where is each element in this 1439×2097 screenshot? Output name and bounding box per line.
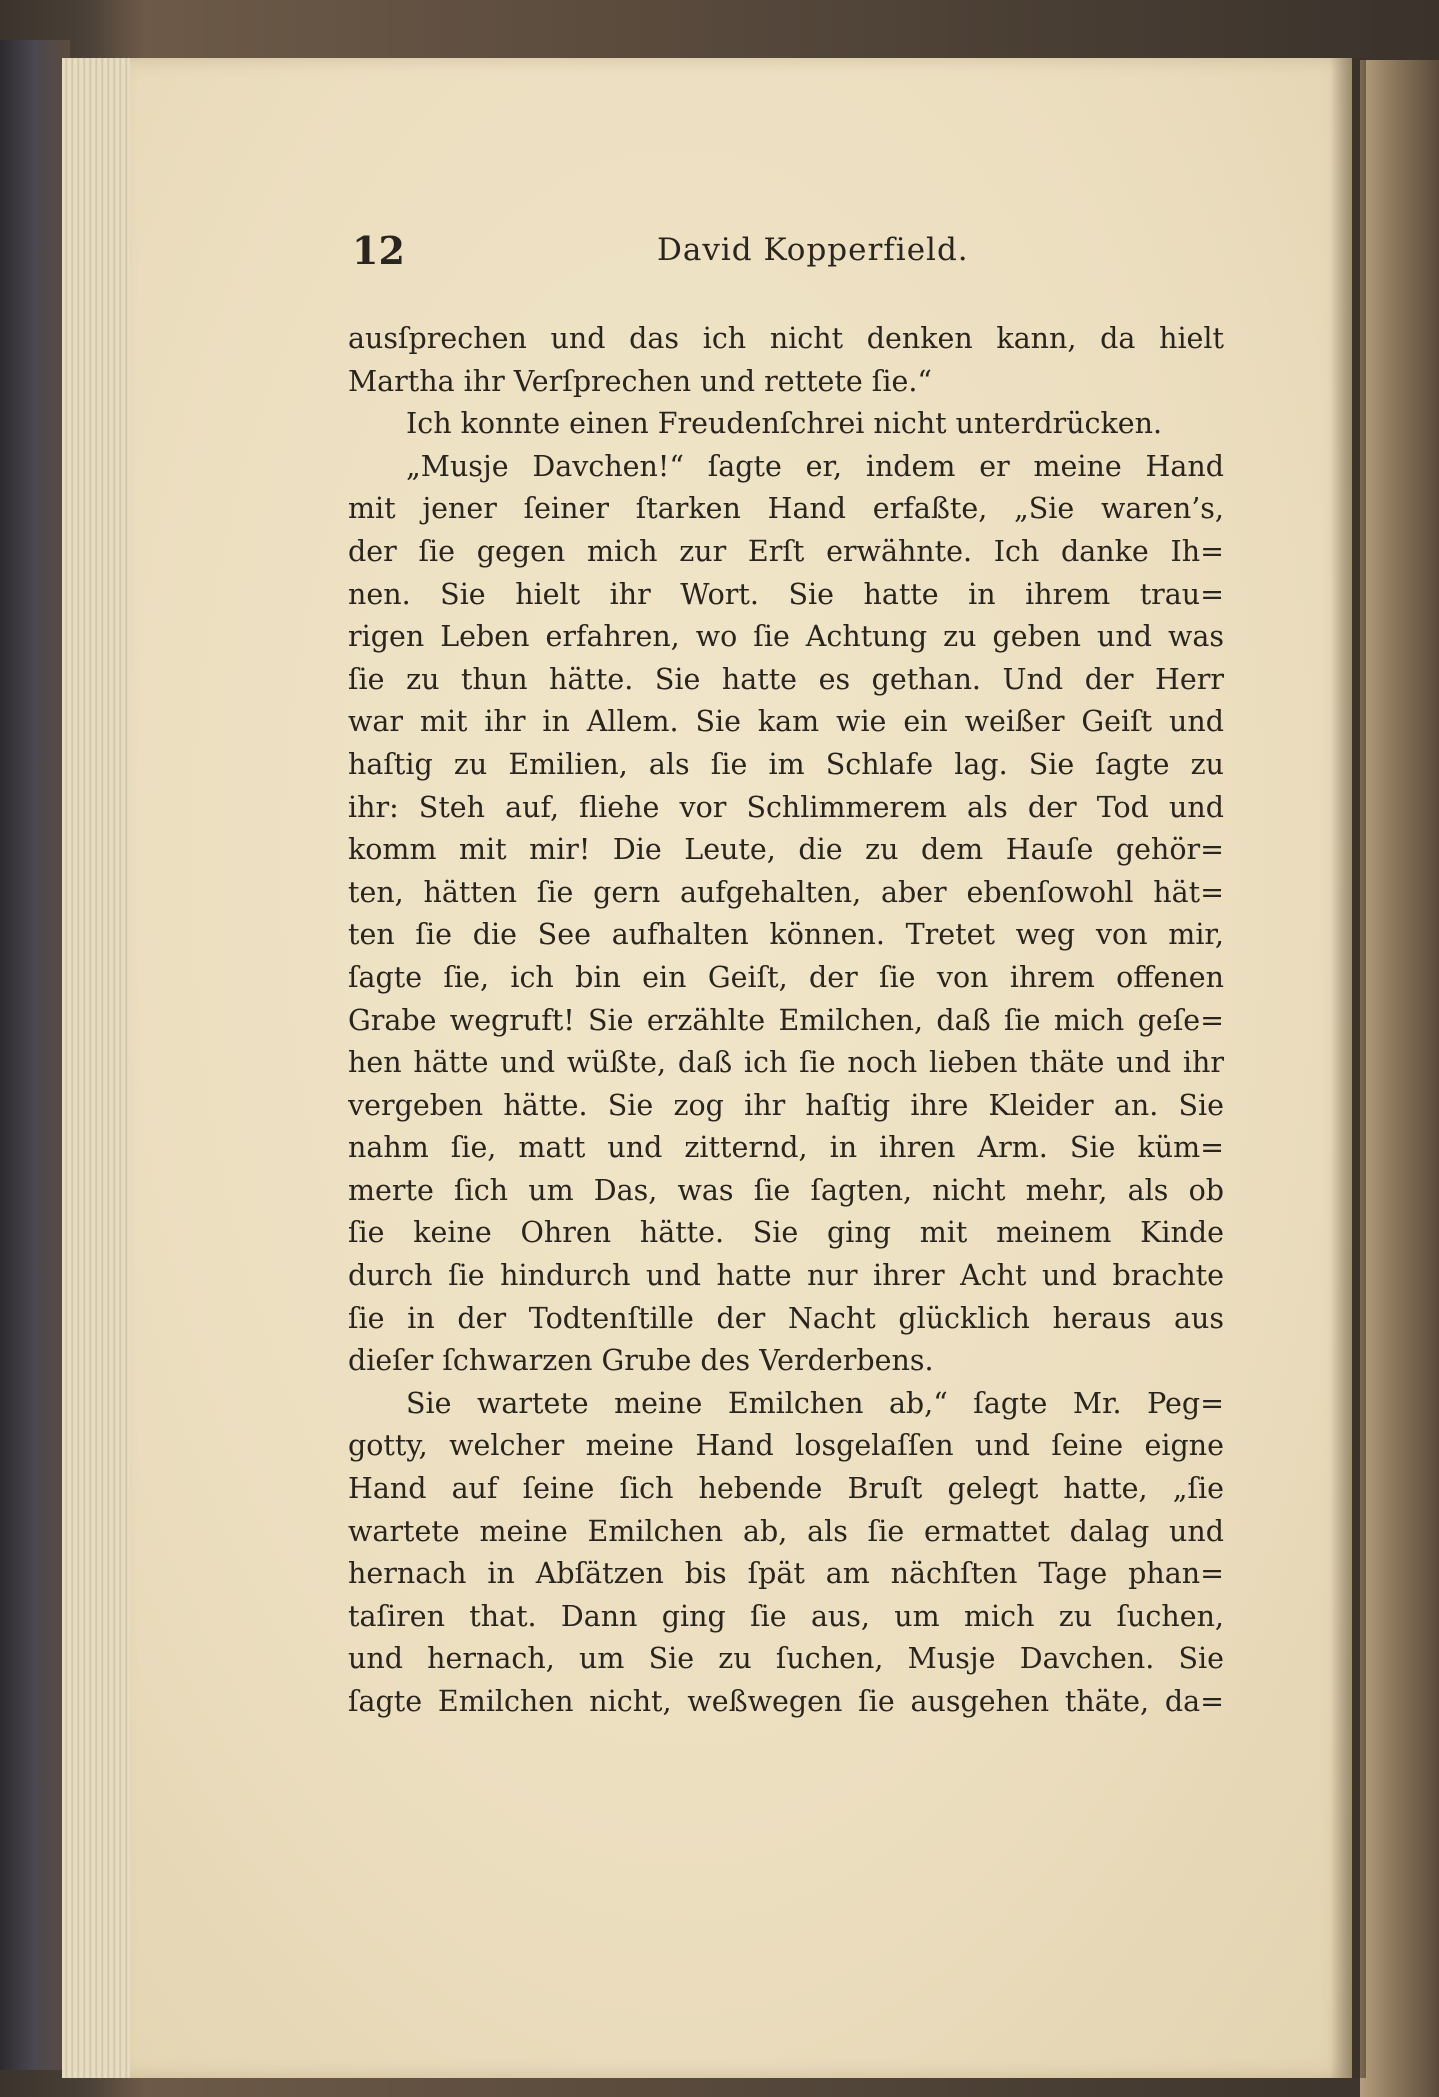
text-line: hernach in Abſätzen bis ſpät am nächſten Tage phan= bbox=[348, 1557, 1224, 1591]
text-line: der ſie gegen mich zur Erſt erwähnte. Ich danke Ih= bbox=[348, 534, 1224, 568]
body-text bbox=[348, 318, 1224, 1724]
text-line: ſie keine Ohren hätte. Sie ging mit meinem Kinde bbox=[348, 1216, 1224, 1250]
text-line: durch ſie hindurch und hatte nur ihrer Acht und brachte bbox=[348, 1259, 1224, 1293]
text-line: Hand auf ſeine ſich hebende Bruſt gelegt hatte, „ſie bbox=[348, 1472, 1224, 1506]
text-line: ausſprechen und das ich nicht denken kann, da hielt bbox=[348, 322, 1224, 355]
text-line: mit jener ſeiner ſtarken Hand erfaßte, „Sie waren’s, bbox=[348, 492, 1224, 526]
text-line: ten, hätten ſie gern aufgehalten, aber ebenſowohl hät= bbox=[348, 875, 1224, 909]
text-line: war mit ihr in Allem. Sie kam wie ein weißer Geiſt und bbox=[348, 705, 1224, 739]
text-line: dieſer ſchwarzen Grube des Verderbens. bbox=[348, 1344, 934, 1378]
text-line: Sie wartete meine Emilchen ab,“ ſagte Mr. Peg= bbox=[406, 1386, 1224, 1420]
text-line: Ich konnte einen Freudenſchrei nicht unterdrücken. bbox=[406, 407, 1163, 441]
cover-binding bbox=[0, 40, 70, 2070]
text-line: rigen Leben erfahren, wo ſie Achtung zu geben und was bbox=[348, 620, 1224, 654]
text-line: taſiren that. Dann ging ſie aus, um mich zu ſuchen, bbox=[348, 1599, 1224, 1633]
page-number: 12 bbox=[352, 228, 405, 273]
text-line: ſagte Emilchen nicht, weßwegen ſie ausgehen thäte, da= bbox=[348, 1685, 1224, 1718]
text-line: Martha ihr Verſprechen und rettete ſie.“ bbox=[348, 364, 932, 398]
text-line: nahm ſie, matt und zitternd, in ihren Arm. Sie küm= bbox=[348, 1131, 1224, 1165]
text-line: vergeben hätte. Sie zog ihr haſtig ihre Kleider an. Sie bbox=[348, 1088, 1224, 1122]
text-line: gotty, welcher meine Hand losgelaſſen und ſeine eigne bbox=[348, 1429, 1224, 1463]
text-line: ſagte ſie, ich bin ein Geiſt, der ſie von ihrem offenen bbox=[348, 960, 1224, 994]
text-line: ſie zu thun hätte. Sie hatte es gethan. Und der Herr bbox=[348, 662, 1224, 696]
running-title: David Kopperfield. bbox=[657, 232, 969, 268]
text-line: komm mit mir! Die Leute, die zu dem Hauſe gehör= bbox=[348, 833, 1224, 867]
page-header bbox=[352, 228, 1232, 278]
text-line: ihr: Steh auf, fliehe vor Schlimmerem als der Tod und bbox=[348, 790, 1224, 824]
text-line: hen hätte und wüßte, daß ich ſie noch lieben thäte und ihr bbox=[348, 1046, 1224, 1080]
text-line: ten ſie die See aufhalten können. Tretet weg von mir, bbox=[348, 918, 1224, 952]
text-line: Grabe wegruft! Sie erzählte Emilchen, daß ſie mich geſe= bbox=[348, 1003, 1224, 1037]
text-line: und hernach, um Sie zu ſuchen, Musje Davchen. Sie bbox=[348, 1642, 1224, 1676]
text-line: ſie in der Todtenſtille der Nacht glücklich heraus aus bbox=[348, 1301, 1224, 1335]
text-line: „Musje Davchen!“ ſagte er, indem er meine Hand bbox=[406, 449, 1224, 483]
text-line: wartete meine Emilchen ab, als ſie ermattet dalag und bbox=[348, 1514, 1224, 1548]
text-line: merte ſich um Das, was ſie ſagten, nicht mehr, als ob bbox=[348, 1173, 1224, 1207]
facing-page-edge bbox=[1360, 60, 1439, 2097]
spine-shadow bbox=[1330, 58, 1366, 2078]
text-line: nen. Sie hielt ihr Wort. Sie hatte in ihrem trau= bbox=[348, 577, 1224, 611]
text-line: haſtig zu Emilien, als ſie im Schlafe lag. Sie ſagte zu bbox=[348, 747, 1224, 781]
